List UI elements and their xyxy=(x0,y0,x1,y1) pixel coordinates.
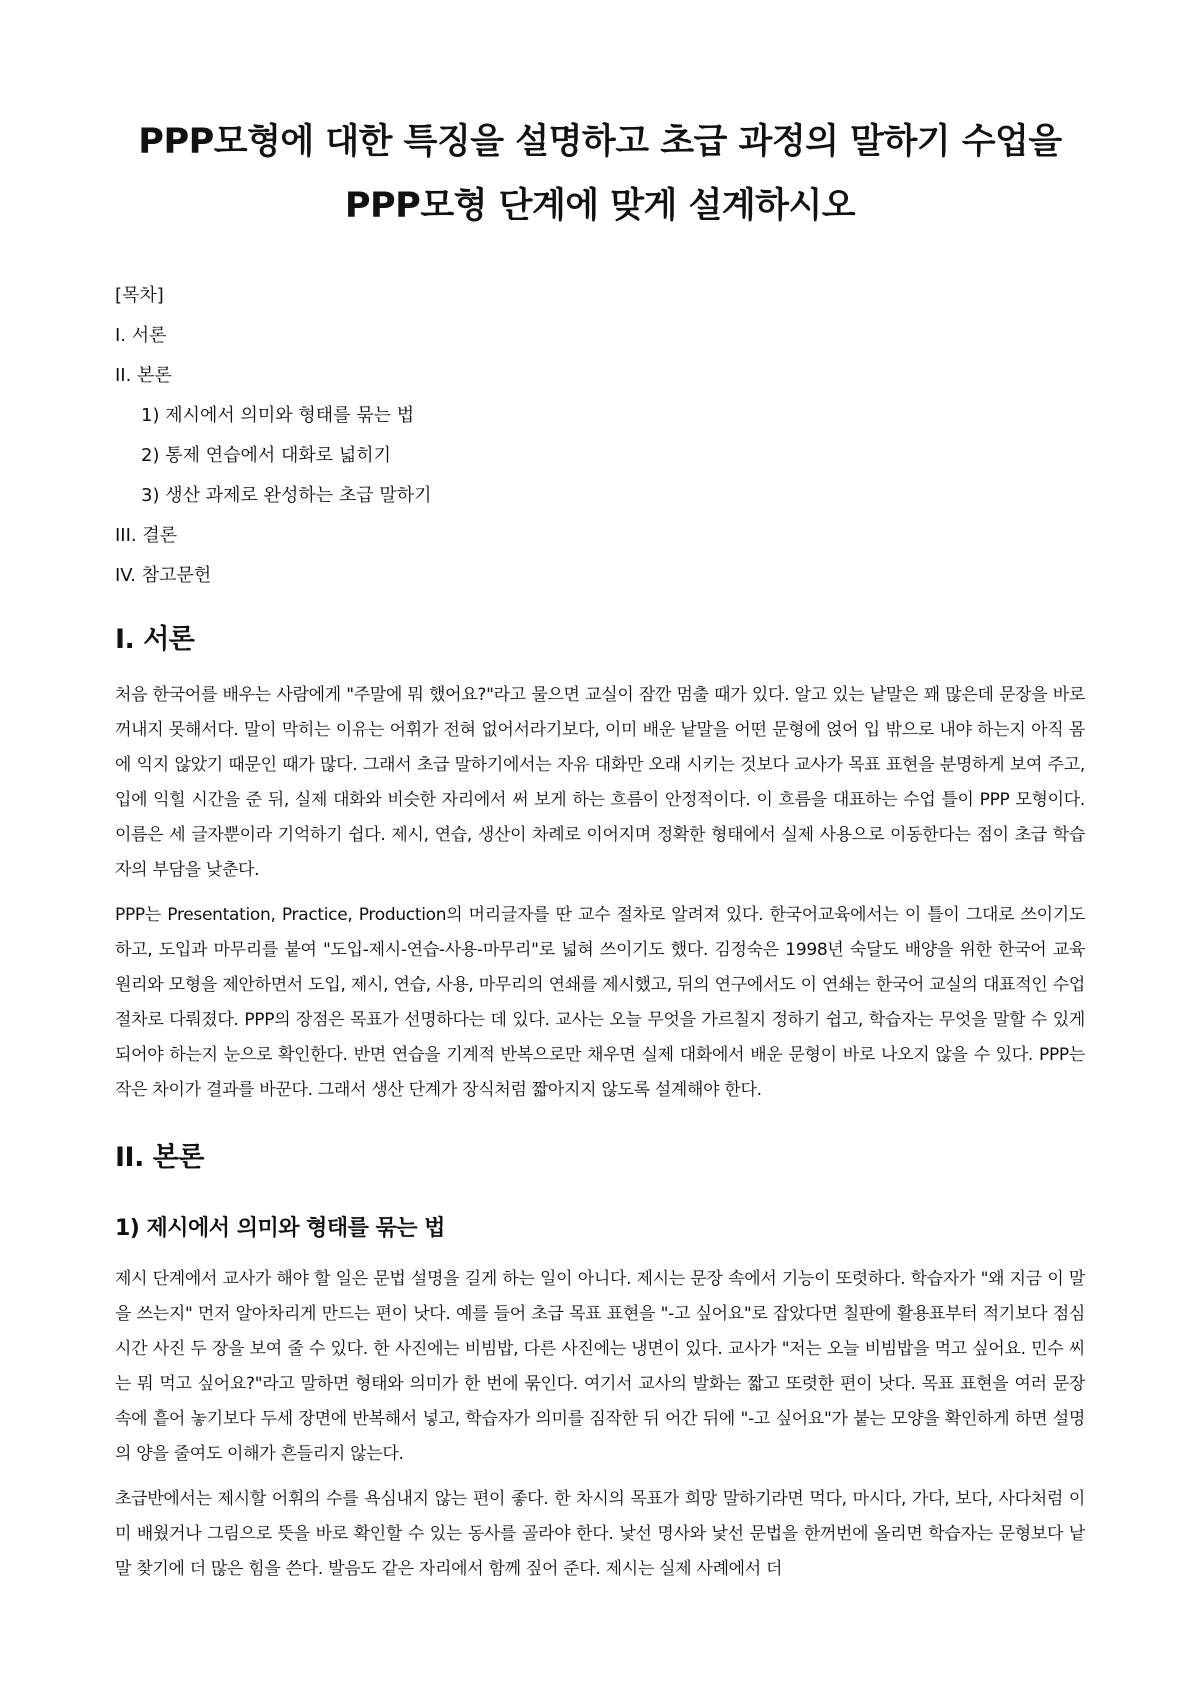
section-body xyxy=(115,1136,1085,1587)
toc-heading: [목차] xyxy=(115,285,164,306)
toc-item-conclusion: III. 결론 xyxy=(115,525,178,546)
toc-item-body-3: 3) 생산 과제로 완성하는 초급 말하기 xyxy=(141,485,432,506)
toc-item-body-1: 1) 제시에서 의미와 형태를 묶는 법 xyxy=(141,405,415,426)
section-intro xyxy=(115,618,1085,1108)
subsection-heading-presentation: 1) 제시에서 의미와 형태를 묶는 법 xyxy=(115,1216,445,1241)
section-heading-intro: I. 서론 xyxy=(115,624,195,655)
section-heading-body: II. 본론 xyxy=(115,1142,204,1173)
toc-item-body: II. 본론 xyxy=(115,365,172,386)
presentation-paragraph-2: 초급반에서는 제시할 어휘의 수를 욕심내지 않는 편이 좋다. 한 차시의 목표가 희망 말하기라면 먹다, 마시다, 가다, 보다, 사다처럼 이미 배웠거나 그림으로 뜻을 바로 확인할 수 있는 동사를 골라야 한다. 낯선 명사와 낯선 문법을 한꺼번에 올리면 학습자는 문형보다 낱말 찾기에 더 많은 힘을 쓴다. 발음도 같은 자리에서 함께 짚어 준다. 제시는 실제 사례에서 더 xyxy=(115,1489,1085,1579)
toc-item-body-2: 2) 통제 연습에서 대화로 넓히기 xyxy=(141,445,392,466)
toc-item-references: IV. 참고문헌 xyxy=(115,565,212,586)
intro-paragraph-2: PPP는 Presentation, Practice, Production의 머리글자를 딴 교수 절차로 알려져 있다. 한국어교육에서는 이 틀이 그대로 쓰이기도 하고, 도입과 마무리를 붙여 "도입-제시-연습-사용-마무리"로 넓혀 쓰이기도 했다. 김정숙은 1998년 숙달도 배양을 위한 한국어 교육 원리와 모형을 제안하면서 도입, 제시, 연습, 사용, 마무리의 연쇄를 제시했고, 뒤의 연구에서도 이 연쇄는 한국어 교실의 대표적인 수업 절차로 다뤄졌다. PPP의 장점은 목표가 선명하다는 데 있다. 교사는 오늘 무엇을 가르칠지 정하기 쉽고, 학습자는 무엇을 말할 수 있게 되어야 하는지 눈으로 확인한다. 반면 연습을 기계적 반복으로만 채우면 실제 대화에서 배운 문형이 바로 나오지 않을 수 있다. PPP는 작은 차이가 결과를 바꾼다. 그래서 생산 단계가 장식처럼 짧아지지 않도록 설계해야 한다. xyxy=(115,905,1085,1100)
document-title: PPP모형에 대한 특징을 설명하고 초급 과정의 말하기 수업을 PPP모형 단계에 맞게 설계하시오 xyxy=(138,122,1062,226)
intro-paragraph-1: 처음 한국어를 배우는 사람에게 "주말에 뭐 했어요?"라고 물으면 교실이 잠깐 멈출 때가 있다. 알고 있는 낱말은 꽤 많은데 문장을 바로 꺼내지 못해서다. 말이 막히는 이유는 어휘가 전혀 없어서라기보다, 이미 배운 낱말을 어떤 문형에 얹어 입 밖으로 내야 하는지 아직 몸에 익지 않았기 때문인 때가 많다. 그래서 초급 말하기에서는 자유 대화만 오래 시키는 것보다 교사가 목표 표현을 분명하게 보여 주고, 입에 익힐 시간을 준 뒤, 실제 대화와 비슷한 자리에서 써 보게 하는 흐름이 안정적이다. 이 흐름을 대표하는 수업 틀이 PPP 모형이다. 이름은 세 글자뿐이라 기억하기 쉽다. 제시, 연습, 생산이 차례로 이어지며 정확한 형태에서 실제 사용으로 이동한다는 점이 초급 학습자의 부담을 낮춘다. xyxy=(115,685,1085,880)
presentation-paragraph-1: 제시 단계에서 교사가 해야 할 일은 문법 설명을 길게 하는 일이 아니다. 제시는 문장 속에서 기능이 또렷하다. 학습자가 "왜 지금 이 말을 쓰는지" 먼저 알아차리게 만드는 편이 낫다. 예를 들어 초급 목표 표현을 "-고 싶어요"로 잡았다면 칠판에 활용표부터 적기보다 점심시간 사진 두 장을 보여 줄 수 있다. 한 사진에는 비빔밥, 다른 사진에는 냉면이 있다. 교사가 "저는 오늘 비빔밥을 먹고 싶어요. 민수 씨는 뭐 먹고 싶어요?"라고 말하면 형태와 의미가 한 번에 묶인다. 여기서 교사의 발화는 짧고 또렷한 편이 낫다. 목표 표현을 여러 문장 속에 흩어 놓기보다 두세 장면에 반복해서 넣고, 학습자가 의미를 짐작한 뒤 어간 뒤에 "-고 싶어요"가 붙는 모양을 확인하게 하면 설명의 양을 줄여도 이해가 흔들리지 않는다. xyxy=(115,1269,1085,1464)
toc-item-intro: I. 서론 xyxy=(115,325,167,346)
table-of-contents xyxy=(115,276,1085,596)
